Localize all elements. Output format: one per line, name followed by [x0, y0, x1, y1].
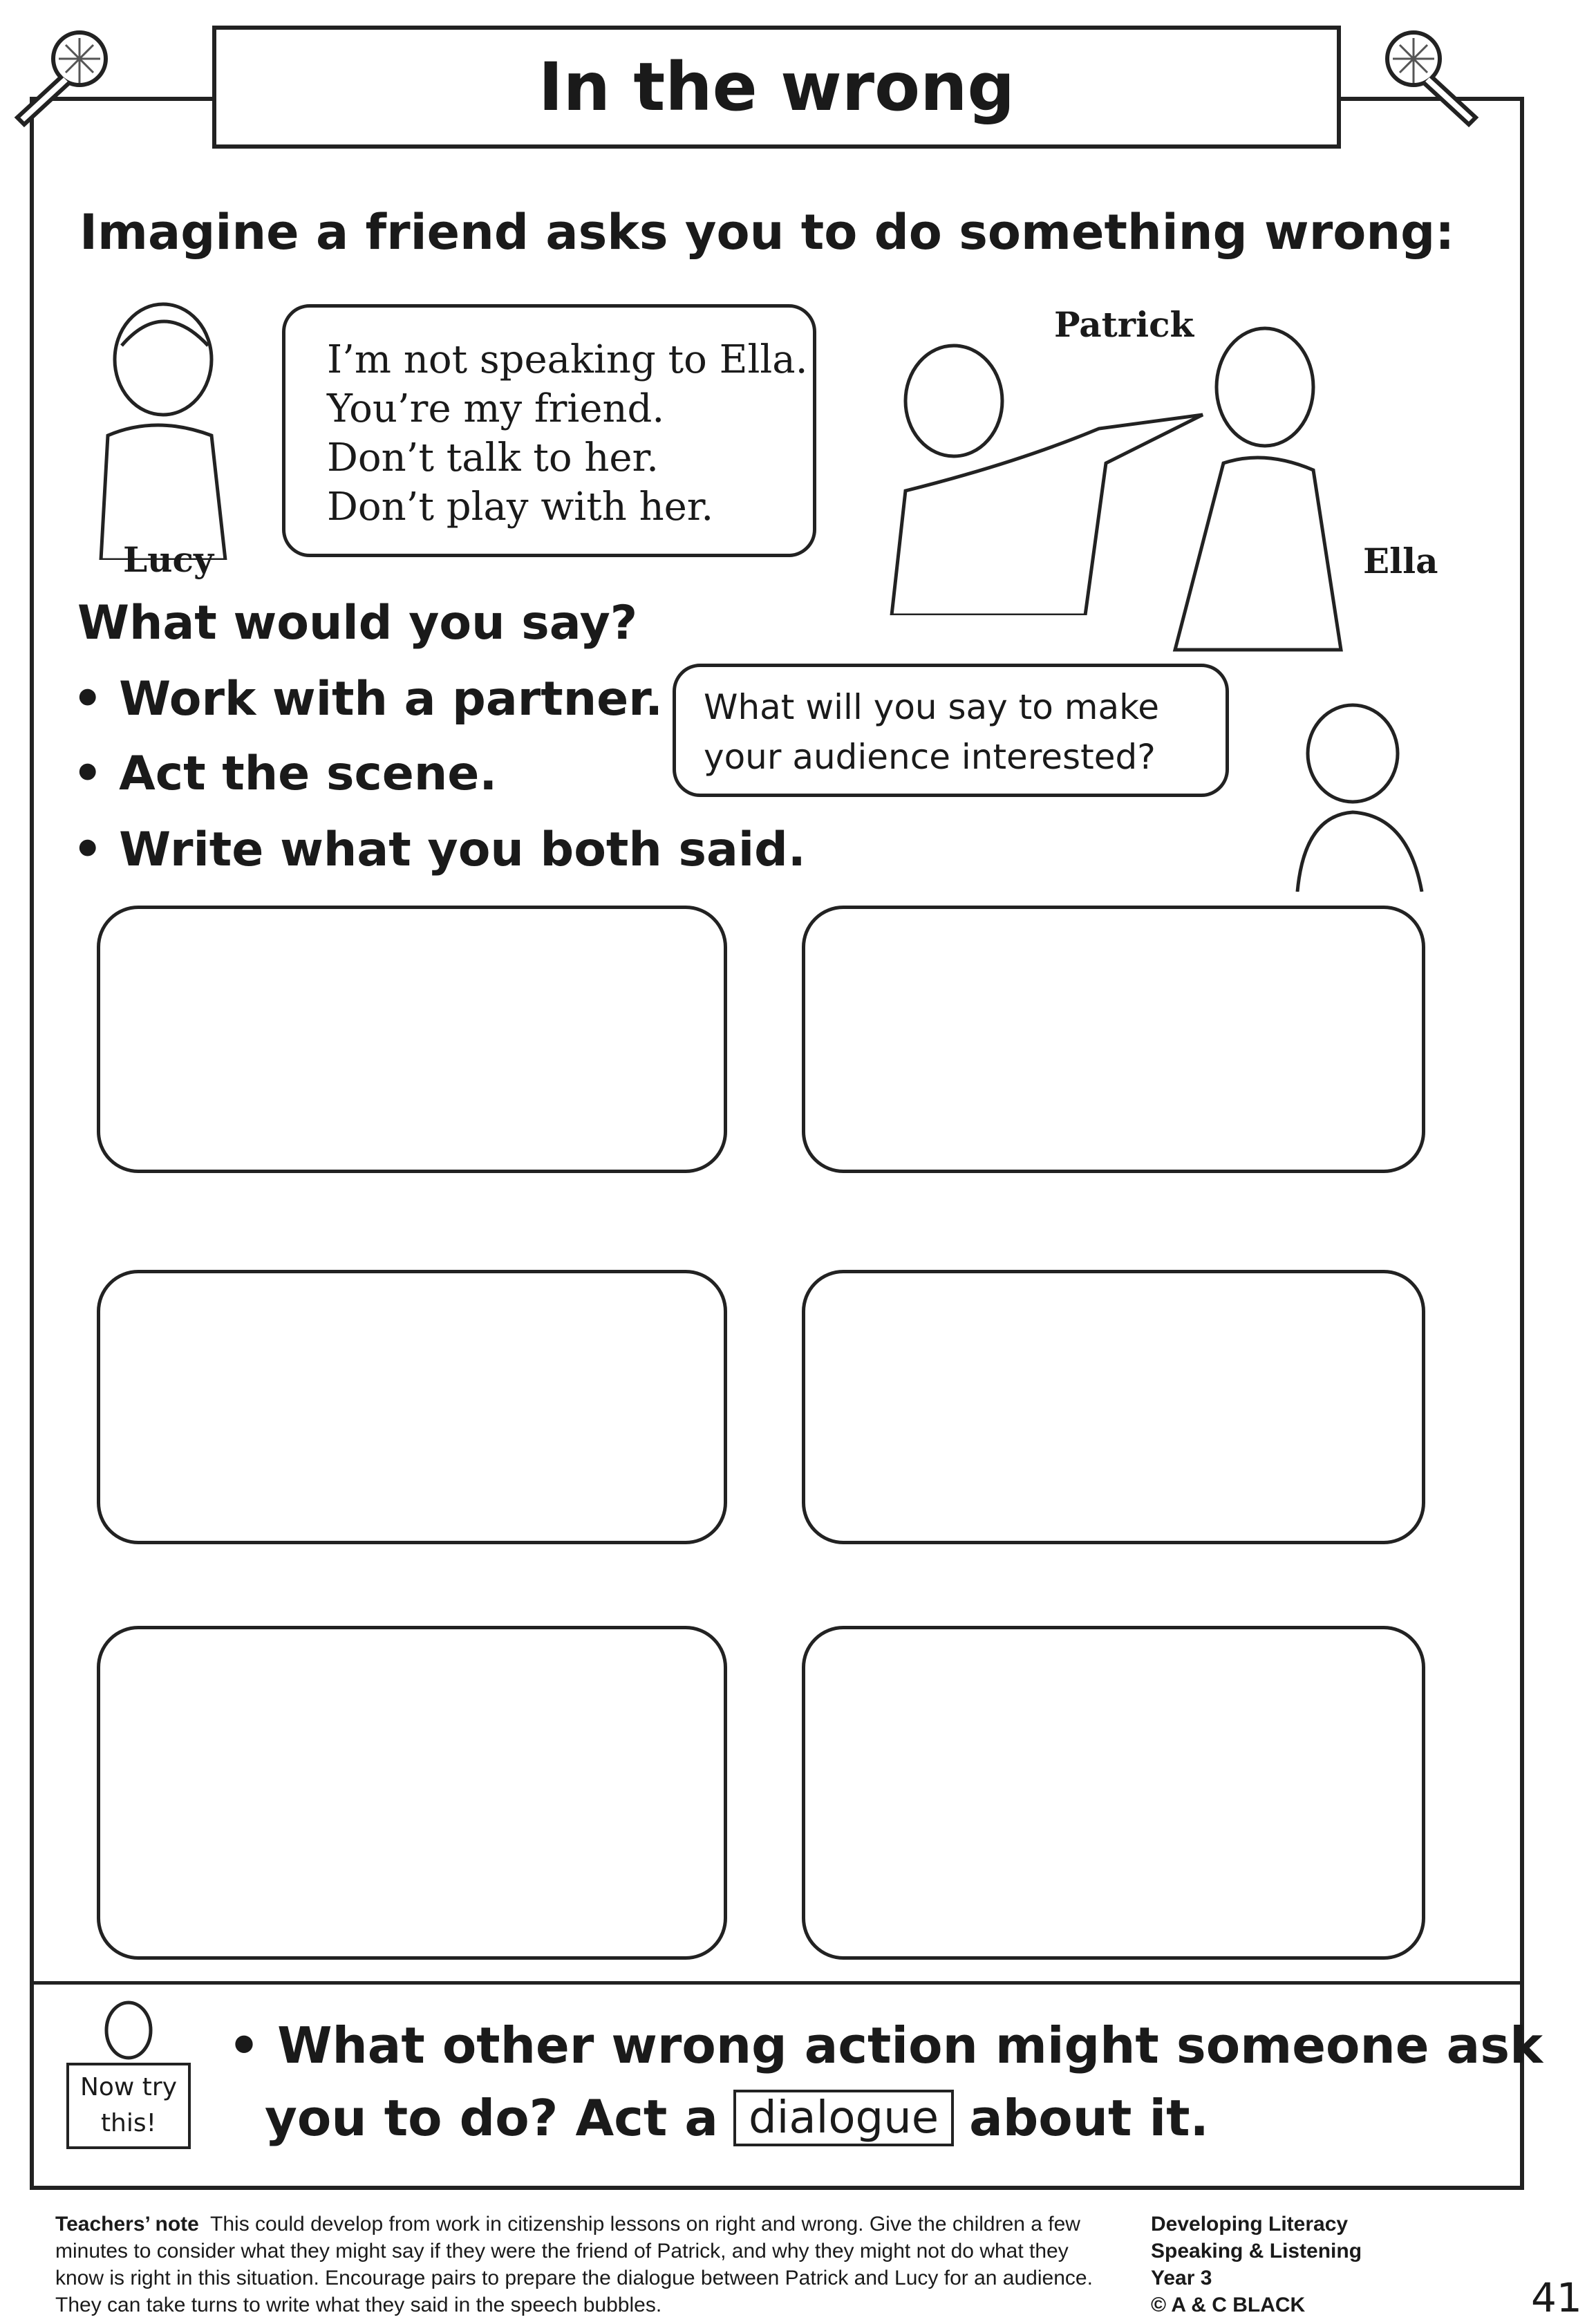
series-info [1151, 2211, 1362, 2318]
child-illustration [1277, 698, 1433, 892]
question-heading: What would you say? [77, 596, 638, 650]
prompt-line: your audience interested? [704, 737, 1156, 777]
badge-line: this! [100, 2109, 157, 2137]
series-line: Developing Literacy [1151, 2213, 1349, 2236]
speech-line: I’m not speaking to Ella. [327, 337, 808, 382]
bullet-item: • Work with a partner. [73, 672, 663, 727]
series-line: Year 3 [1151, 2267, 1212, 2289]
teachers-note [55, 2211, 1120, 2318]
intro-heading: Imagine a friend asks you to do something wrong: [79, 204, 1455, 261]
ella-illustration [1161, 325, 1369, 657]
speech-line: Don’t talk to her. [327, 435, 659, 480]
keyword-box: dialogue [733, 2090, 954, 2146]
writing-bubble[interactable] [97, 1626, 727, 1960]
now-try-line2 [265, 2089, 1209, 2147]
bullet-text: Work with a partner. [119, 672, 663, 727]
now-try-text: you to do? Act a [265, 2089, 718, 2147]
lucy-label: Lucy [123, 539, 214, 580]
series-line: © A & C BLACK [1151, 2294, 1306, 2316]
patrick-speech-bubble [282, 304, 816, 557]
badge-line: Now try [79, 2073, 178, 2101]
note-text: This could develop from work in citizenship lessons on right and wrong. Give the children a few minutes to consider what they might say if they were the friend of Patrick, and why they might not do what they know is right in this situation. Encourage pairs to prepare the dialogue between Patrick and Lucy for an audience. They can take turns to write what they said in the speech bubbles. [55, 2213, 1093, 2316]
page-title: In the wrong [212, 26, 1341, 149]
speech-line: You’re my friend. [327, 386, 665, 431]
page-number: 41 [1531, 2274, 1582, 2321]
now-try-text: What other wrong action might someone ask [277, 2016, 1543, 2074]
prompt-line: What will you say to make [704, 687, 1160, 727]
writing-bubble[interactable] [97, 906, 727, 1173]
child-face-icon [94, 1997, 163, 2066]
divider [30, 1981, 1524, 1985]
now-try-line1: • What other wrong action might someone ask [228, 2016, 1543, 2074]
patrick-label: Patrick [1054, 304, 1194, 345]
ella-label: Ella [1363, 541, 1438, 581]
bullet-item: • Write what you both said. [73, 823, 806, 877]
now-try-text: about it. [969, 2089, 1209, 2147]
prompt-speech-bubble [673, 664, 1229, 797]
note-label: Teachers’ note [55, 2213, 199, 2236]
microphone-icon [1382, 28, 1486, 131]
lucy-illustration [59, 297, 253, 560]
speech-line: Don’t play with her. [327, 485, 714, 530]
microphone-icon [7, 28, 111, 131]
writing-bubble[interactable] [802, 1270, 1425, 1544]
bullet-text: Write what you both said. [119, 823, 806, 877]
now-try-badge [59, 1997, 200, 2153]
series-line: Speaking & Listening [1151, 2240, 1362, 2262]
writing-bubble[interactable] [802, 1626, 1425, 1960]
bullet-text: Act the scene. [119, 747, 498, 801]
writing-bubble[interactable] [97, 1270, 727, 1544]
writing-bubble[interactable] [802, 906, 1425, 1173]
bullet-item: • Act the scene. [73, 747, 498, 801]
